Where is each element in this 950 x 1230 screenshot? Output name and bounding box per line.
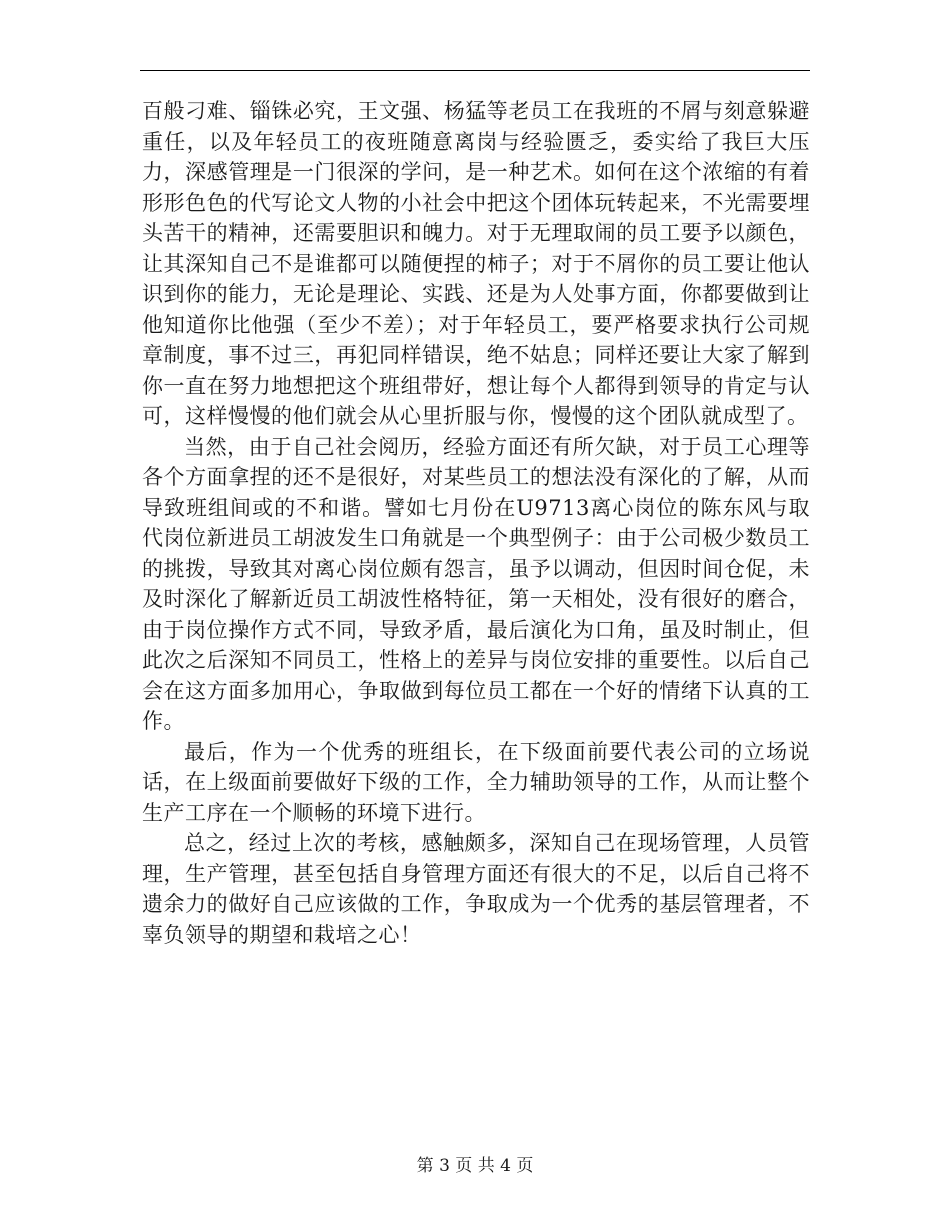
paragraph-1: 百般刁难、锱铢必究，王文强、杨猛等老员工在我班的不屑与刻意躲避重任，以及年轻员工的夜班随意离岗与经验匮乏，委实给了我巨大压力，深感管理是一门很深的学问，是一种艺术。如何在这个浓缩的有着形形色色的代写论文人物的小社会中把这个团体玩转起来，不光需要埋头苦干的精神，还需要胆识和魄力。对于无理取闹的员工要予以颜色，让其深知自己不是谁都可以随便捏的柿子；对于不屑你的员工要让他认识到你的能力，无论是理论、实践、还是为人处事方面，你都要做到让他知道你比他强（至少不差）；对于年轻员工，要严格要求执行公司规章制度，事不过三，再犯同样错误，绝不姑息；同样还要让大家了解到你一直在努力地想把这个班组带好，想让每个人都得到领导的肯定与认可，这样慢慢的他们就会从心里折服与你，慢慢的这个团队就成型了。 bbox=[142, 99, 810, 428]
document-body bbox=[142, 96, 810, 950]
paragraph-3: 最后，作为一个优秀的班组长，在下级面前要代表公司的立场说话，在上级面前要做好下级的工作，全力辅助领导的工作，从而让整个生产工序在一个顺畅的环境下进行。 bbox=[142, 739, 810, 825]
paragraph-2: 当然，由于自己社会阅历，经验方面还有所欠缺，对于员工心理等各个方面拿捏的还不是很好，对某些员工的想法没有深化的了解，从而导致班组间或的不和谐。譬如七月份在U9713离心岗位的陈东风与取代岗位新进员工胡波发生口角就是一个典型例子：由于公司极少数员工的挑拨，导致其对离心岗位颇有怨言，虽予以调动，但因时间仓促，未及时深化了解新近员工胡波性格特征，第一天相处，没有很好的磨合，由于岗位操作方式不同，导致矛盾，最后演化为口角，虽及时制止，但此次之后深知不同员工，性格上的差异与岗位安排的重要性。以后自己会在这方面多加用心，争取做到每位员工都在一个好的情绪下认真的工作。 bbox=[142, 434, 810, 733]
paragraph-4: 总之，经过上次的考核，感触颇多，深知自己在现场管理，人员管理，生产管理，甚至包括自身管理方面还有很大的不足，以后自己将不遗余力的做好自己应该做的工作，争取成为一个优秀的基层管理者，不辜负领导的期望和栽培之心！ bbox=[142, 831, 810, 947]
page-number-footer: 第 3 页 共 4 页 bbox=[416, 1156, 534, 1176]
header-rule bbox=[140, 70, 810, 71]
